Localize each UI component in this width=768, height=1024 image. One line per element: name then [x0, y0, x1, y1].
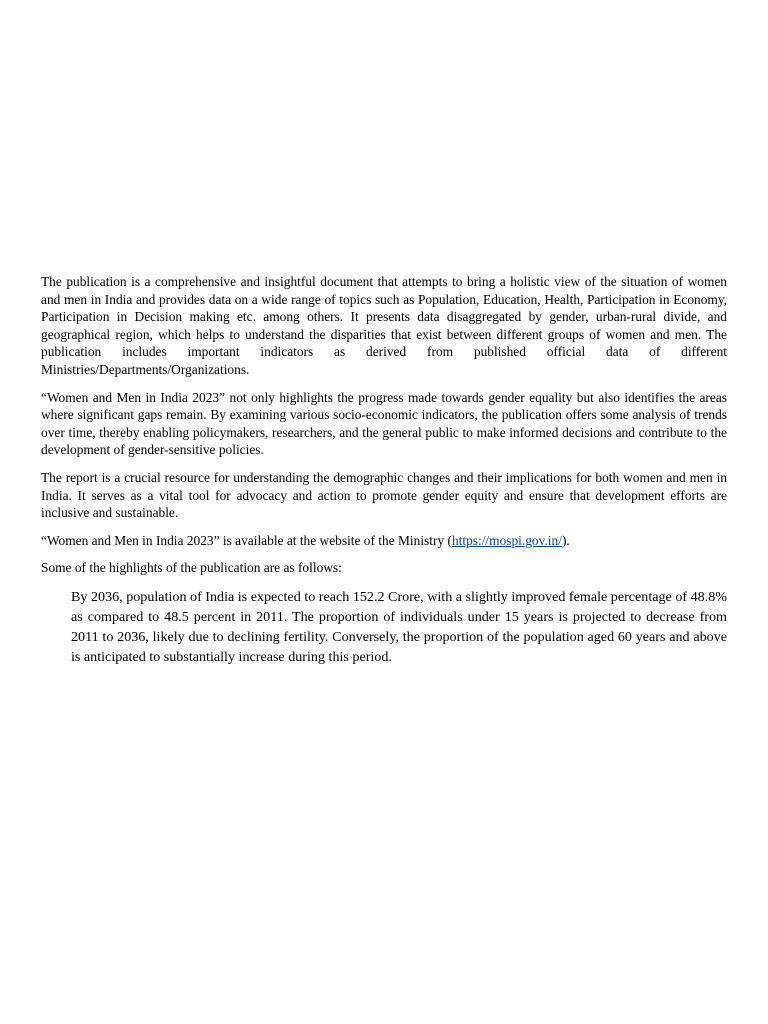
paragraph-resource: The report is a crucial resource for understanding the demographic changes and their implications for both women and men in India. It serves as a vital tool for advocacy and action to promote gender equity and ensure that development efforts are inclusive and sustainable. — [41, 469, 727, 521]
availability-text-after: ). — [561, 532, 570, 548]
highlights-list — [71, 587, 727, 667]
highlights-intro: Some of the highlights of the publication are as follows: — [41, 560, 342, 576]
document-body — [41, 273, 727, 667]
ministry-website-link[interactable]: https://mospi.gov.in/ — [451, 532, 562, 548]
availability-text-before: “Women and Men in India 2023” is available at the website of the Ministry ( — [41, 532, 452, 548]
highlight-item: By 2036, population of India is expected to reach 152.2 Crore, with a slightly improved female percentage of 48.8% as compared to 48.5 percent in 2011. The proportion of individuals under 15 years is projected to decrease from 2011 to 2036, likely due to declining fertility. Conversely, the proportion of the population aged 60 years and above is anticipated to substantially increase during this period. — [71, 588, 727, 665]
paragraph-availability — [41, 532, 727, 550]
paragraph-overview: The publication is a comprehensive and insightful document that attempts to bring a holistic view of the situation of women and men in India and provides data on a wide range of topics such as Population, Education, Health, Participation in Economy, Participation in Decision making etc. among others. It presents data disaggregated by gender, urban-rural divide, and geographical region, which helps to understand the disparities that exist between different groups of women and men. The publication includes important indicators as derived from published official data of different Ministries/Departments/Organizations. — [41, 274, 727, 377]
paragraph-gender-equality: “Women and Men in India 2023” not only highlights the progress made towards gender equality but also identifies the areas where significant gaps remain. By examining various socio-economic indicators, the publication offers some analysis of trends over time, thereby enabling policymakers, researchers, and the general public to make informed decisions and contribute to the development of gender-sensitive policies. — [41, 389, 727, 458]
